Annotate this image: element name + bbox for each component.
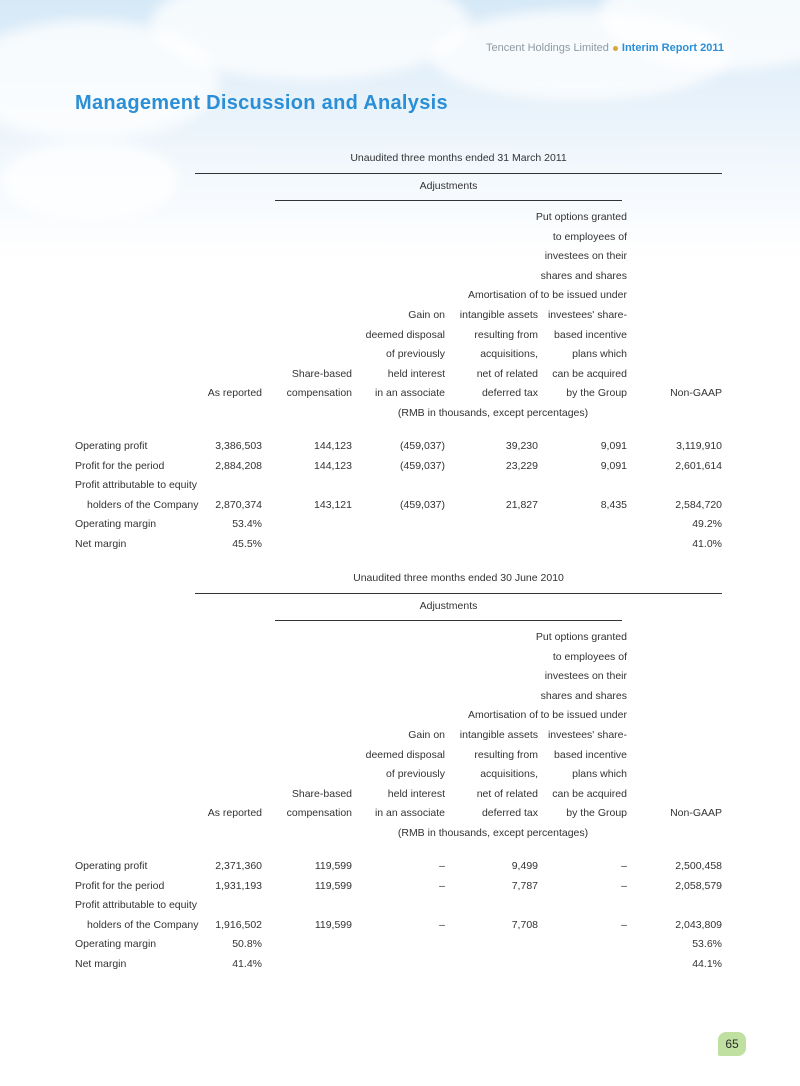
col-amortisation-header-line: intangible assets xyxy=(459,728,538,741)
col-non-gaap-header xyxy=(602,384,722,404)
cell-value: 1,931,193 xyxy=(215,879,262,892)
col-put-options-header-line: can be acquired xyxy=(552,787,627,800)
adjustments-heading: Adjustments xyxy=(419,600,478,612)
cell-value: 7,708 xyxy=(511,918,538,931)
col-put-options-header-line: by the Group xyxy=(566,807,627,820)
cell-value: 119,599 xyxy=(314,918,352,931)
col-gain-on-disposal-header-line: Gain on xyxy=(408,309,445,321)
col-put-options-header-line: investees' share- xyxy=(547,308,627,321)
table-row xyxy=(75,440,722,460)
row-label: Net margin xyxy=(75,957,127,970)
col-put-options-header-line: to be issued under xyxy=(540,709,627,722)
cell-value: 41.0% xyxy=(692,537,722,550)
cell-value: – xyxy=(439,879,445,892)
cell-value: 143,121 xyxy=(314,498,352,511)
table-row xyxy=(75,919,722,939)
cell-value: 23,229 xyxy=(505,459,538,472)
table-row xyxy=(75,938,722,958)
col-amortisation-header-line: acquisitions, xyxy=(480,348,538,361)
col-amortisation-header-line: resulting from xyxy=(474,328,538,341)
cell-value: 2,884,208 xyxy=(215,459,262,472)
col-gain-on-disposal-header-line: deemed disposal xyxy=(365,748,445,761)
col-amortisation-header-line: deferred tax xyxy=(481,807,538,820)
adjustments-rule xyxy=(275,200,622,201)
row-label: holders of the Company xyxy=(87,918,199,931)
row-label: Operating profit xyxy=(75,440,148,452)
col-amortisation-header-line: resulting from xyxy=(474,748,538,761)
cell-value: – xyxy=(621,879,627,892)
col-amortisation-header-line: Amortisation of xyxy=(467,709,538,722)
cell-value: – xyxy=(621,918,627,931)
row-label: Profit for the period xyxy=(75,879,165,892)
col-put-options-header-line: to be issued under xyxy=(540,289,627,302)
col-gain-on-disposal-header-line: in an associate xyxy=(374,807,445,820)
cell-value: 7,787 xyxy=(511,879,538,892)
col-gain-on-disposal-header-line: of previously xyxy=(386,768,445,781)
cell-value: 49.2% xyxy=(692,518,722,530)
table-row xyxy=(75,880,722,900)
company-name: Tencent Holdings Limited xyxy=(486,42,609,54)
col-put-options-header-line: investees on their xyxy=(544,250,627,263)
table-row xyxy=(75,958,722,978)
table-row xyxy=(75,499,722,519)
row-label: Operating profit xyxy=(75,860,148,872)
col-put-options-header-line: can be acquired xyxy=(552,367,627,380)
running-header xyxy=(486,42,724,54)
col-amortisation-header-line: acquisitions, xyxy=(480,768,538,781)
col-gain-on-disposal-header-line: held interest xyxy=(387,787,445,800)
reconciliation-table-q1-2011 xyxy=(75,152,722,562)
cell-value: 2,043,809 xyxy=(675,918,722,931)
cell-value: – xyxy=(439,918,445,931)
col-gain-on-disposal-header-line: in an associate xyxy=(374,387,445,400)
cell-value: (459,037) xyxy=(400,440,445,452)
col-put-options-header-line: plans which xyxy=(572,348,627,361)
col-put-options-header-line: shares and shares xyxy=(540,689,627,702)
cell-value: 50.8% xyxy=(232,938,262,950)
row-label: Profit attributable to equity xyxy=(75,899,197,911)
cell-value: 9,091 xyxy=(600,440,627,452)
cell-value: 45.5% xyxy=(232,537,262,550)
page-title: Management Discussion and Analysis xyxy=(75,92,448,114)
col-put-options-header-line: shares and shares xyxy=(540,269,627,282)
cell-value: 3,119,910 xyxy=(676,440,722,452)
cell-value: – xyxy=(439,860,445,872)
col-amortisation-header-line: net of related xyxy=(476,787,538,800)
row-label: holders of the Company xyxy=(87,498,199,511)
cell-value: 53.4% xyxy=(232,518,262,530)
cell-value: 9,091 xyxy=(600,459,627,472)
col-share-based-header-line: compensation xyxy=(286,387,352,400)
cell-value: 119,599 xyxy=(314,860,352,872)
cell-value: 2,584,720 xyxy=(675,498,722,511)
table-row xyxy=(75,518,722,538)
cell-value: 9,499 xyxy=(511,860,538,872)
col-gain-on-disposal-header-line: of previously xyxy=(386,348,445,361)
row-label: Profit for the period xyxy=(75,459,165,472)
cell-value: 21,827 xyxy=(505,498,538,511)
unit-note: (RMB in thousands, except percentages) xyxy=(397,827,589,839)
row-label: Net margin xyxy=(75,537,127,550)
col-amortisation-header-line: intangible assets xyxy=(459,308,538,321)
col-put-options-header-line: investees on their xyxy=(544,670,627,683)
cell-value: 39,230 xyxy=(505,440,538,452)
cell-value: 119,599 xyxy=(314,879,352,892)
col-share-based-header-line: Share-based xyxy=(291,787,352,800)
col-non-gaap-header xyxy=(602,804,722,824)
col-amortisation-header-line: net of related xyxy=(476,367,538,380)
col-put-options-header-line: plans which xyxy=(572,768,627,781)
bullet-dot-icon xyxy=(613,46,618,51)
cell-value: 44.1% xyxy=(692,957,722,970)
col-put-options-header-line: based incentive xyxy=(554,748,627,761)
row-label: Operating margin xyxy=(75,518,157,530)
col-amortisation-header-line: deferred tax xyxy=(481,387,538,400)
report-name: Interim Report 2011 xyxy=(621,42,724,54)
table-row xyxy=(75,460,722,480)
col-put-options-header-line: Put options granted xyxy=(535,211,627,223)
cell-value: 144,123 xyxy=(314,459,352,472)
period-heading: Unaudited three months ended 30 June 2010 xyxy=(353,572,564,584)
col-non-gaap-header-line: Non-GAAP xyxy=(670,807,722,820)
col-put-options-header xyxy=(507,208,627,404)
col-put-options-header-line: to employees of xyxy=(552,230,627,243)
row-label: Operating margin xyxy=(75,938,157,950)
col-put-options-header-line: based incentive xyxy=(554,328,627,341)
adjustments-heading: Adjustments xyxy=(419,180,478,192)
cell-value: 41.4% xyxy=(232,957,262,970)
col-non-gaap-header-line: Non-GAAP xyxy=(670,387,722,400)
unit-note: (RMB in thousands, except percentages) xyxy=(397,407,589,419)
table-row xyxy=(75,479,722,499)
col-put-options-header xyxy=(507,628,627,824)
col-gain-on-disposal-header-line: held interest xyxy=(387,367,445,380)
cell-value: 2,500,458 xyxy=(675,860,722,872)
cell-value: – xyxy=(621,860,627,872)
col-share-based-header-line: Share-based xyxy=(291,367,352,380)
col-gain-on-disposal-header-line: Gain on xyxy=(408,729,445,741)
col-put-options-header-line: to employees of xyxy=(552,650,627,663)
cell-value: 53.6% xyxy=(692,938,722,950)
cell-value: (459,037) xyxy=(400,459,445,472)
row-label: Profit attributable to equity xyxy=(75,479,197,491)
col-gain-on-disposal-header-line: deemed disposal xyxy=(365,328,445,341)
table-row xyxy=(75,860,722,880)
table-row xyxy=(75,538,722,558)
cell-value: 3,386,503 xyxy=(215,440,262,452)
cell-value: 1,916,502 xyxy=(215,918,262,931)
period-heading: Unaudited three months ended 31 March 2011 xyxy=(350,152,567,164)
cell-value: 2,371,360 xyxy=(215,860,262,872)
table-row xyxy=(75,899,722,919)
cell-value: 8,435 xyxy=(600,498,627,511)
cell-value: 2,058,579 xyxy=(675,879,722,892)
cell-value: 144,123 xyxy=(314,440,352,452)
col-put-options-header-line: investees' share- xyxy=(547,728,627,741)
col-share-based-header-line: compensation xyxy=(286,807,352,820)
col-put-options-header-line: Put options granted xyxy=(535,631,627,643)
page-number: 65 xyxy=(718,1032,746,1056)
cell-value: 2,601,614 xyxy=(675,459,722,472)
adjustments-rule xyxy=(275,620,622,621)
period-rule xyxy=(195,173,722,174)
cell-value: 2,870,374 xyxy=(215,498,262,511)
col-as-reported-header-line: As reported xyxy=(207,387,262,400)
col-put-options-header-line: by the Group xyxy=(566,387,627,400)
period-rule xyxy=(195,593,722,594)
col-amortisation-header-line: Amortisation of xyxy=(467,289,538,302)
reconciliation-table-q2-2010 xyxy=(75,572,722,982)
cell-value: (459,037) xyxy=(400,498,445,511)
col-as-reported-header-line: As reported xyxy=(207,807,262,820)
